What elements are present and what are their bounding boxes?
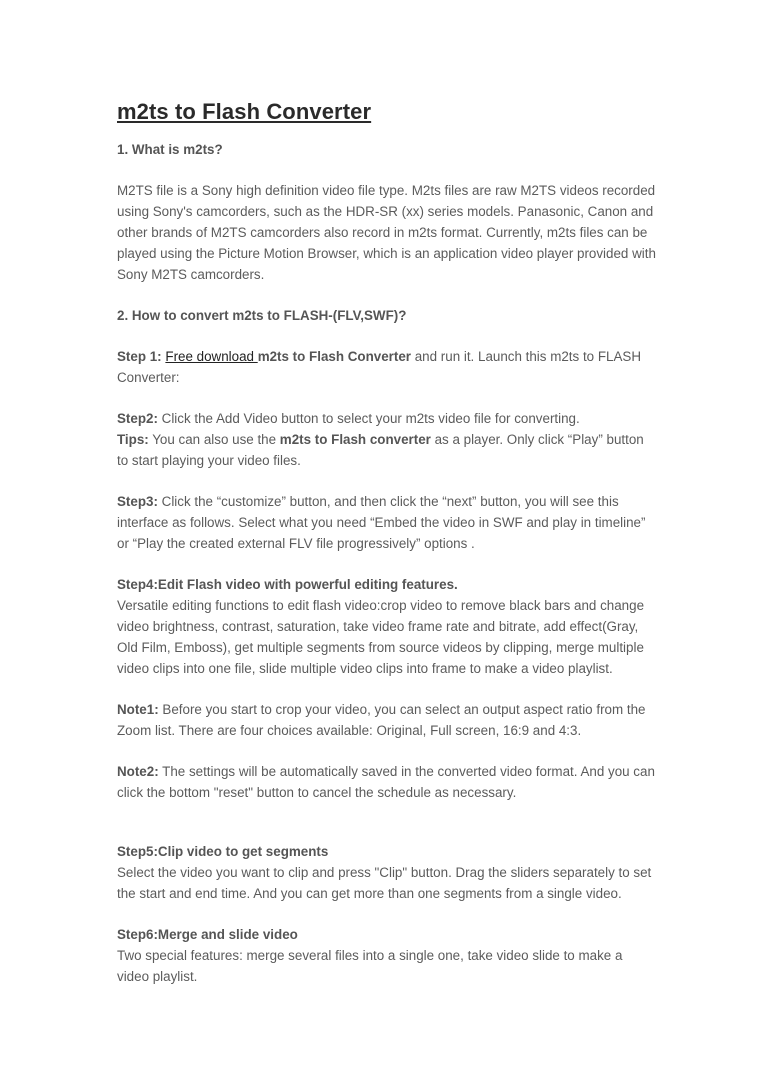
- step2-label: Step2:: [117, 411, 158, 426]
- step5-text: Select the video you want to clip and press "Clip" button. Drag the sliders separately to set the start and end time. And you can get more than one segments from a single video.: [117, 865, 652, 901]
- step5-heading: Step5:Clip video to get segments: [117, 844, 329, 859]
- note1-text: Before you start to crop your video, you can select an output aspect ratio from the Zoom list. There are four choices available: Original, Full screen, 16:9 and 4:3.: [117, 702, 646, 738]
- product-name: m2ts to Flash Converter: [257, 349, 411, 364]
- note2-label: Note2:: [117, 764, 159, 779]
- paragraph-step4: [117, 574, 657, 679]
- step3-text: Click the “customize” button, and then click the “next” button, you will see this interface as follows. Select what you need “Embed the video in SWF and play in timeline” or “Play the created external FLV file progressively” options .: [117, 494, 646, 551]
- step6-heading: Step6:Merge and slide video: [117, 927, 298, 942]
- step1-text: and run it. Launch this m2ts to FLASH Converter:: [117, 349, 641, 385]
- paragraph-step6: [117, 924, 657, 987]
- section-heading-how-to-convert: 2. How to convert m2ts to FLASH-(FLV,SWF)?: [117, 308, 407, 323]
- step3-label: Step3:: [117, 494, 158, 509]
- tips-product-name: m2ts to Flash converter: [279, 432, 431, 447]
- tips-label: Tips:: [117, 432, 149, 447]
- step2-text: Click the Add Video button to select your m2ts video file for converting.: [157, 411, 580, 426]
- note1-label: Note1:: [117, 702, 159, 717]
- paragraph-step1: [117, 346, 657, 388]
- step1-label: Step 1:: [117, 349, 162, 364]
- tips-text-end: as a player. Only click “Play” button to start playing your video files.: [117, 432, 644, 468]
- paragraph-step3: [117, 491, 657, 554]
- paragraph-step5: [117, 841, 657, 904]
- section-heading-what-is-m2ts: 1. What is m2ts?: [117, 142, 223, 157]
- step6-text: Two special features: merge several files into a single one, take video slide to make a video playlist.: [117, 948, 623, 984]
- paragraph-step2: [117, 408, 657, 471]
- tips-text: You can also use the: [148, 432, 280, 447]
- paragraph-note1: [117, 699, 657, 741]
- note2-text: The settings will be automatically saved in the converted video format. And you can click the bottom "reset" button to cancel the schedule as necessary.: [117, 764, 655, 800]
- paragraph-note2: [117, 761, 657, 803]
- page-title: m2ts to Flash Converter: [117, 99, 372, 124]
- paragraph-what-is-m2ts: M2TS file is a Sony high definition video file type. M2ts files are raw M2TS videos recorded using Sony's camcorders, such as the HDR-SR (xx) series models. Panasonic, Canon and other brands of M2TS camcorders also record in m2ts format. Currently, m2ts files can be played using the Picture Motion Browser, which is an application video player provided with Sony M2TS camcorders.: [117, 183, 656, 282]
- free-download-link[interactable]: Free download: [165, 349, 258, 364]
- step4-heading: Step4:Edit Flash video with powerful editing features.: [117, 577, 458, 592]
- document-body: [117, 99, 657, 1007]
- step4-text: Versatile editing functions to edit flash video:crop video to remove black bars and change video brightness, contrast, saturation, take video frame rate and bitrate, add effect(Gray, Old Film, Emboss), get multiple segments from source videos by clipping, merge multiple video clips into one file, slide multiple video clips into frame to make a video playlist.: [117, 598, 645, 676]
